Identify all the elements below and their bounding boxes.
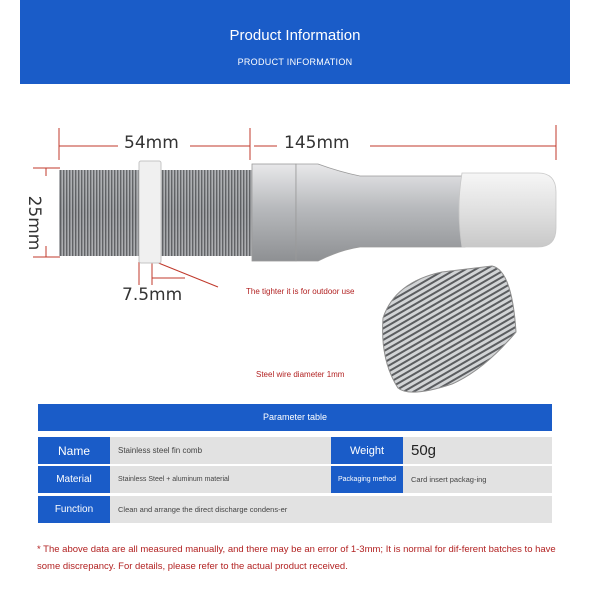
note-wire-diameter: Steel wire diameter 1mm [256, 370, 345, 379]
banner-title: Product Information [229, 27, 361, 44]
table-row [38, 435, 552, 464]
row-label-2: Packaging method [331, 466, 403, 493]
note-tighter: The tighter it is for outdoor use [246, 287, 355, 296]
footnote: * The above data are all measured manually, and there may be an error of 1-3mm; It is normal for dif-ferent batches to have some discrepancy. For details, please refer to the actual product received. [37, 544, 556, 572]
row-label: Function [38, 496, 110, 523]
banner-subtitle: PRODUCT INFORMATION [237, 57, 353, 67]
parameter-table-header: Parameter table [38, 404, 552, 431]
table-row [38, 464, 552, 493]
row-value: Stainless steel fin comb [118, 446, 203, 455]
handle-cap [459, 173, 556, 247]
dimension-handle-length: 145mm [284, 133, 350, 153]
handle-base [252, 164, 296, 261]
row-value-2: Card insert packag-ing [411, 475, 487, 484]
row-value-2: 50g [411, 442, 437, 459]
dimension-comb-width: 54mm [124, 133, 179, 153]
row-label: Material [38, 466, 110, 493]
wire-closeup [383, 266, 516, 392]
row-value: Clean and arrange the direct discharge condens-er [118, 505, 288, 514]
row-label-2: Weight [331, 437, 403, 464]
row-label: Name [38, 437, 110, 464]
comb-guard [139, 161, 161, 263]
dimension-height: 25mm [24, 195, 44, 251]
handle-neck [296, 164, 465, 261]
header-banner [20, 0, 570, 84]
row-value: Stainless Steel + aluminum material [118, 476, 230, 483]
table-row [38, 494, 552, 523]
dimension-guard: 7.5mm [122, 285, 183, 305]
